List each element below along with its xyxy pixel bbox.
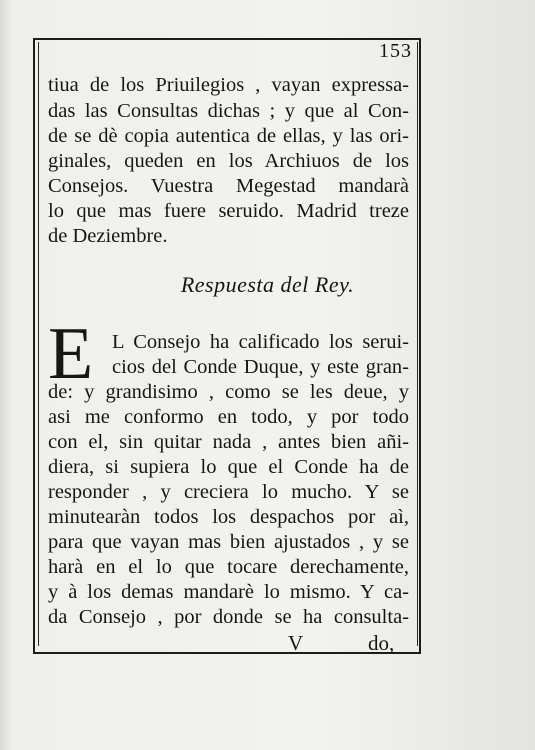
text-line: harà en el lo que tocare derechamente, xyxy=(48,556,409,578)
text-line: con el, sin quitar nada , antes bien añi- xyxy=(48,431,409,453)
text-line: lo que mas fuere seruido. Madrid treze xyxy=(48,200,409,222)
text-line: para que vayan mas bien ajustados , y se xyxy=(48,531,409,553)
catchword: do, xyxy=(368,631,395,655)
text-line: das las Consultas dichas ; y que al Con- xyxy=(48,100,409,122)
text-line: ginales, queden en los Archiuos de los xyxy=(48,150,409,172)
text-line: de se dè copia autentica de ellas, y las ori- xyxy=(48,125,409,147)
section-heading: Respuesta del Rey. xyxy=(180,272,355,297)
text-line: de Deziembre. xyxy=(48,225,168,247)
text-line: cios del Conde Duque, y este gran- xyxy=(112,356,409,378)
page-number: 153 xyxy=(379,40,412,62)
text-line: diera, si supiera lo que el Conde ha de xyxy=(48,456,409,478)
text-line: minutearàn todos los despachos por aì, xyxy=(48,506,409,528)
text-line: y à los demas mandarè lo mismo. Y ca- xyxy=(48,581,409,603)
text-line: L Consejo ha calificado los serui- xyxy=(112,331,409,353)
text-line: asi me conformo en todo, y por todo xyxy=(48,406,409,428)
text-line: de: y grandisimo , como se les deue, y xyxy=(48,381,409,403)
text-line: Consejos. Vuestra Megestad mandarà xyxy=(48,175,409,197)
signature-mark: V xyxy=(288,631,304,655)
text-line: da Consejo , por donde se ha consulta- xyxy=(48,606,409,628)
text-line: tiua de los Priuilegios , vayan expressa- xyxy=(48,74,409,96)
text-line: responder , y creciera lo mucho. Y se xyxy=(48,481,409,503)
drop-cap: E xyxy=(48,313,94,395)
